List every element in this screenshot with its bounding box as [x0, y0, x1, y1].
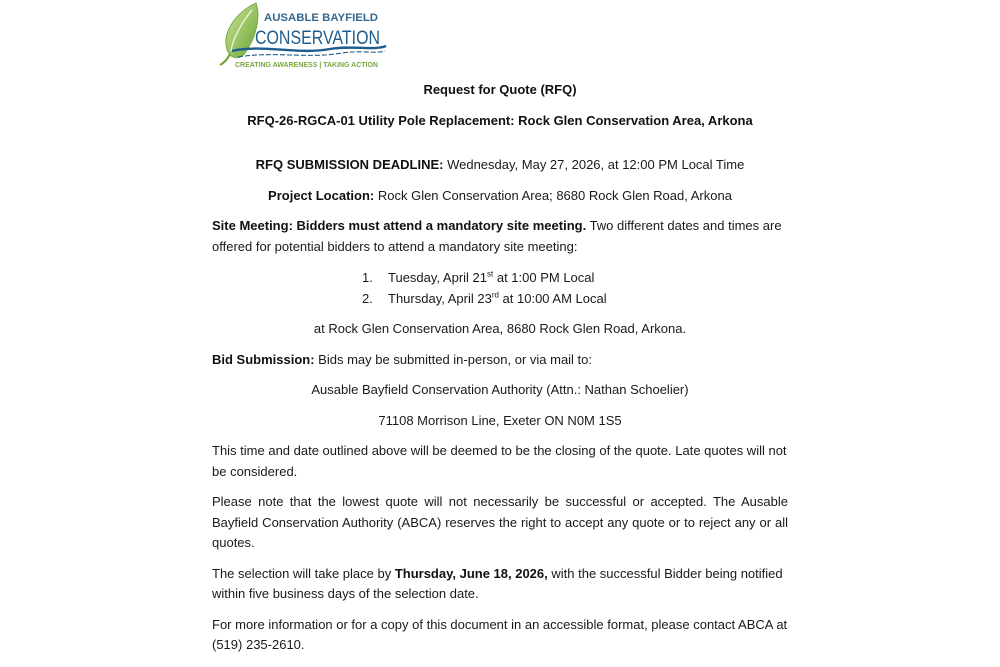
document-title: Request for Quote (RFQ) — [423, 82, 577, 97]
ordinal-suffix: st — [487, 269, 494, 279]
contact-paragraph: For more information or for a copy of this document in an accessible format, please contact ABCA at (519) 235-2610. — [212, 616, 788, 652]
list-item — [362, 267, 788, 288]
list-item-text-cont: at 1:00 PM Local — [493, 270, 595, 285]
list-item-number: 2. — [362, 291, 373, 306]
list-item-text: Tuesday, April 21 — [388, 270, 487, 285]
project-location-line — [212, 186, 788, 207]
ordinal-suffix: rd — [491, 290, 499, 300]
document-content — [212, 0, 788, 656]
list-item-number: 1. — [362, 270, 373, 285]
submission-deadline-value: Wednesday, May 27, 2026, at 12:00 PM Local Time — [443, 157, 745, 172]
logo-org-line2: CONSERVATION — [255, 28, 380, 49]
acceptance-note-paragraph: Please note that the lowest quote will not necessarily be successful or accepted. The Ausable Bayfield Conservation Authority (ABCA) reserves the right to accept any quote or to reject any or all quotes. — [212, 494, 788, 550]
submission-deadline-label: RFQ SUBMISSION DEADLINE: — [255, 157, 444, 172]
list-item-text-cont: at 10:00 AM Local — [498, 291, 607, 306]
logo-tagline: CREATING AWARENESS | TAKING ACTION — [235, 60, 378, 69]
selection-post: with the successful Bidder being notified within five business days of the selection date. — [212, 565, 783, 601]
organization-logo — [218, 2, 788, 70]
selection-pre: The selection will take place by — [212, 565, 395, 581]
list-item-text: Thursday, April 23 — [388, 291, 492, 306]
project-location-label: Project Location: — [268, 187, 375, 203]
mail-address-line1: Ausable Bayfield Conservation Authority (Attn.: Nathan Schoelier) — [311, 382, 689, 397]
document-subtitle: RFQ-26-RGCA-01 Utility Pole Replacement: Rock Glen Conservation Area, Arkona — [247, 112, 753, 128]
selection-date: Thursday, June 18, 2026, — [394, 565, 548, 581]
mail-address-line2: 71108 Morrison Line, Exeter ON N0M 1S5 — [378, 412, 622, 428]
meeting-location-line: at Rock Glen Conservation Area, 8680 Rock Glen Road, Arkona. — [313, 321, 687, 336]
bid-submission-paragraph — [212, 350, 788, 371]
site-meeting-label: Site Meeting: Bidders must attend a mandatory site meeting. — [212, 218, 587, 233]
project-location-value: Rock Glen Conservation Area; 8680 Rock Glen Road, Arkona — [374, 187, 732, 203]
list-item — [362, 288, 788, 309]
logo-graphic — [218, 2, 390, 70]
bid-submission-label: Bid Submission: — [212, 351, 315, 367]
site-meeting-paragraph — [212, 216, 788, 257]
logo-org-line1: AUSABLE BAYFIELD — [264, 12, 379, 24]
meeting-dates-list — [362, 267, 788, 309]
closing-note-paragraph: This time and date outlined above will be deemed to be the closing of the quote. Late quotes will not be considered. — [212, 443, 787, 479]
submission-deadline-line — [212, 155, 788, 176]
selection-paragraph — [212, 564, 788, 605]
site-meeting-text: Two different dates and times are offered for potential bidders to attend a mandatory site meeting: — [212, 218, 782, 254]
bid-submission-text: Bids may be submitted in-person, or via mail to: — [314, 351, 593, 367]
